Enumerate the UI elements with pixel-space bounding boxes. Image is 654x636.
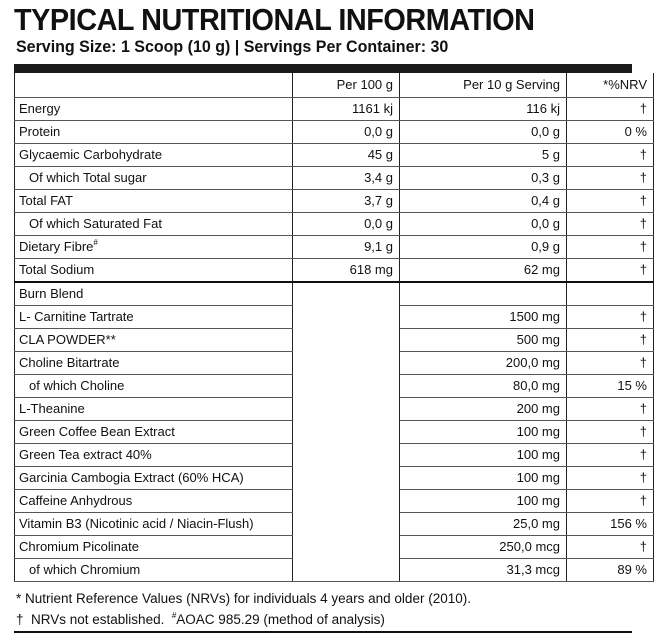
nutrient-name [15,98,293,121]
nrv-value: † [567,467,654,490]
nutrient-name-text: Protein [19,124,61,139]
table-row [15,190,654,213]
table-row [15,213,654,236]
nutrient-name [15,236,293,259]
serving-value: 5 g [400,144,567,167]
blank-cell [293,375,400,398]
ingredient-name: Garcinia Cambogia Extract (60% HCA) [15,467,293,490]
serving-value: 100 mg [400,490,567,513]
blank-cell [400,282,567,306]
serving-value: 0,0 g [400,121,567,144]
serving-value: 0,4 g [400,190,567,213]
nrv-value: † [567,398,654,421]
serving-value: 250,0 mcg [400,536,567,559]
nrv-value: † [567,329,654,352]
blank-cell [293,352,400,375]
per100-value: 9,1 g [293,236,400,259]
per100-value: 3,7 g [293,190,400,213]
table-header-row [15,73,654,98]
nutrient-name [15,144,293,167]
blank-cell [293,282,400,306]
nrv-value: 0 % [567,121,654,144]
nutrient-name [15,121,293,144]
serving-value: 25,0 mg [400,513,567,536]
nrv-value: † [567,306,654,329]
nutrient-name [15,167,293,190]
header-cell-nrv: *%NRV [567,73,654,98]
blank-cell [293,444,400,467]
ingredient-name: of which Choline [15,375,293,398]
footnote-hash: # [171,611,177,620]
table-row [15,398,654,421]
blank-cell [567,282,654,306]
serving-value: 0,9 g [400,236,567,259]
nutrient-name [15,259,293,283]
per100-value: 45 g [293,144,400,167]
ingredient-name: Vitamin B3 (Nicotinic acid / Niacin-Flush) [15,513,293,536]
table-row [15,144,654,167]
ingredient-name: Chromium Picolinate [15,536,293,559]
table-row [15,121,654,144]
table-row [15,98,654,121]
nutrient-name-text: Of which Total sugar [29,170,147,185]
nutrient-name-text: Energy [19,101,61,116]
nutrient-name-text: Total Sodium [19,262,95,277]
header-cell-name [15,73,293,98]
header-rule [14,64,632,73]
nrv-value: 156 % [567,513,654,536]
table-row [15,306,654,329]
blend-title-row [15,282,654,306]
nrv-value: † [567,167,654,190]
blank-cell [293,467,400,490]
nutrient-name [15,213,293,236]
blank-cell [293,513,400,536]
serving-value: 100 mg [400,467,567,490]
ingredient-name: of which Chromium [15,559,293,582]
nrv-value: † [567,444,654,467]
nrv-value: † [567,421,654,444]
serving-value: 62 mg [400,259,567,283]
table-row [15,536,654,559]
ingredient-name: Choline Bitartrate [15,352,293,375]
table-row [15,467,654,490]
table-row [15,329,654,352]
per100-value: 0,0 g [293,121,400,144]
nrv-value: † [567,98,654,121]
table-row [15,490,654,513]
nutrition-table [14,73,654,582]
blank-cell [293,329,400,352]
per100-value: 618 mg [293,259,400,283]
ingredient-name: Green Coffee Bean Extract [15,421,293,444]
blank-cell [293,421,400,444]
nrv-value: 15 % [567,375,654,398]
serving-value: 0,0 g [400,213,567,236]
nrv-value: † [567,490,654,513]
blank-cell [293,536,400,559]
page-title: TYPICAL NUTRITIONAL INFORMATION [14,2,535,37]
nutrient-name-text: Total FAT [19,193,73,208]
table-row [15,559,654,582]
per100-value: 1161 kj [293,98,400,121]
nutrient-name-text: Dietary Fibre [19,239,94,254]
nrv-value: † [567,536,654,559]
serving-value: 100 mg [400,421,567,444]
header-cell-serving: Per 10 g Serving [400,73,567,98]
nutrient-name-text: Glycaemic Carbohydrate [19,147,163,162]
table-row [15,352,654,375]
blank-cell [293,306,400,329]
serving-value: 500 mg [400,329,567,352]
ingredient-name: L- Carnitine Tartrate [15,306,293,329]
blank-cell [293,398,400,421]
nrv-value: † [567,352,654,375]
serving-value: 200,0 mg [400,352,567,375]
table-row [15,513,654,536]
footnote-nrv: * Nutrient Reference Values (NRVs) for individuals 4 years and older (2010). [16,591,471,606]
nutrition-table-wrap [14,73,647,582]
nrv-value: † [567,236,654,259]
nrv-value: † [567,213,654,236]
nutrient-name [15,190,293,213]
footnotes [16,588,471,630]
footnote-not-established: † NRVs not established. #AOAC 985.29 (method of analysis) [16,611,385,627]
serving-value: 100 mg [400,444,567,467]
nrv-value: † [567,144,654,167]
serving-value: 116 kj [400,98,567,121]
serving-value: 200 mg [400,398,567,421]
ingredient-name: Green Tea extract 40% [15,444,293,467]
header-cell-per100: Per 100 g [293,73,400,98]
per100-value: 3,4 g [293,167,400,190]
blend-title: Burn Blend [15,282,293,306]
nutrient-name-text: Of which Saturated Fat [29,216,162,231]
nrv-value: † [567,259,654,283]
blank-cell [293,559,400,582]
table-row [15,236,654,259]
ingredient-name: L-Theanine [15,398,293,421]
table-row [15,444,654,467]
nrv-value: 89 % [567,559,654,582]
table-row [15,259,654,283]
table-row [15,167,654,190]
serving-value: 31,3 mcg [400,559,567,582]
serving-value: 1500 mg [400,306,567,329]
blank-cell [293,490,400,513]
footnote-marker: # [93,238,98,247]
per100-value: 0,0 g [293,213,400,236]
ingredient-name: Caffeine Anhydrous [15,490,293,513]
nrv-value: † [567,190,654,213]
serving-info: Serving Size: 1 Scoop (10 g) | Servings Per Container: 30 [16,38,449,56]
serving-value: 0,3 g [400,167,567,190]
ingredient-name: CLA POWDER** [15,329,293,352]
bottom-rule [14,631,632,633]
serving-value: 80,0 mg [400,375,567,398]
table-row [15,375,654,398]
table-row [15,421,654,444]
